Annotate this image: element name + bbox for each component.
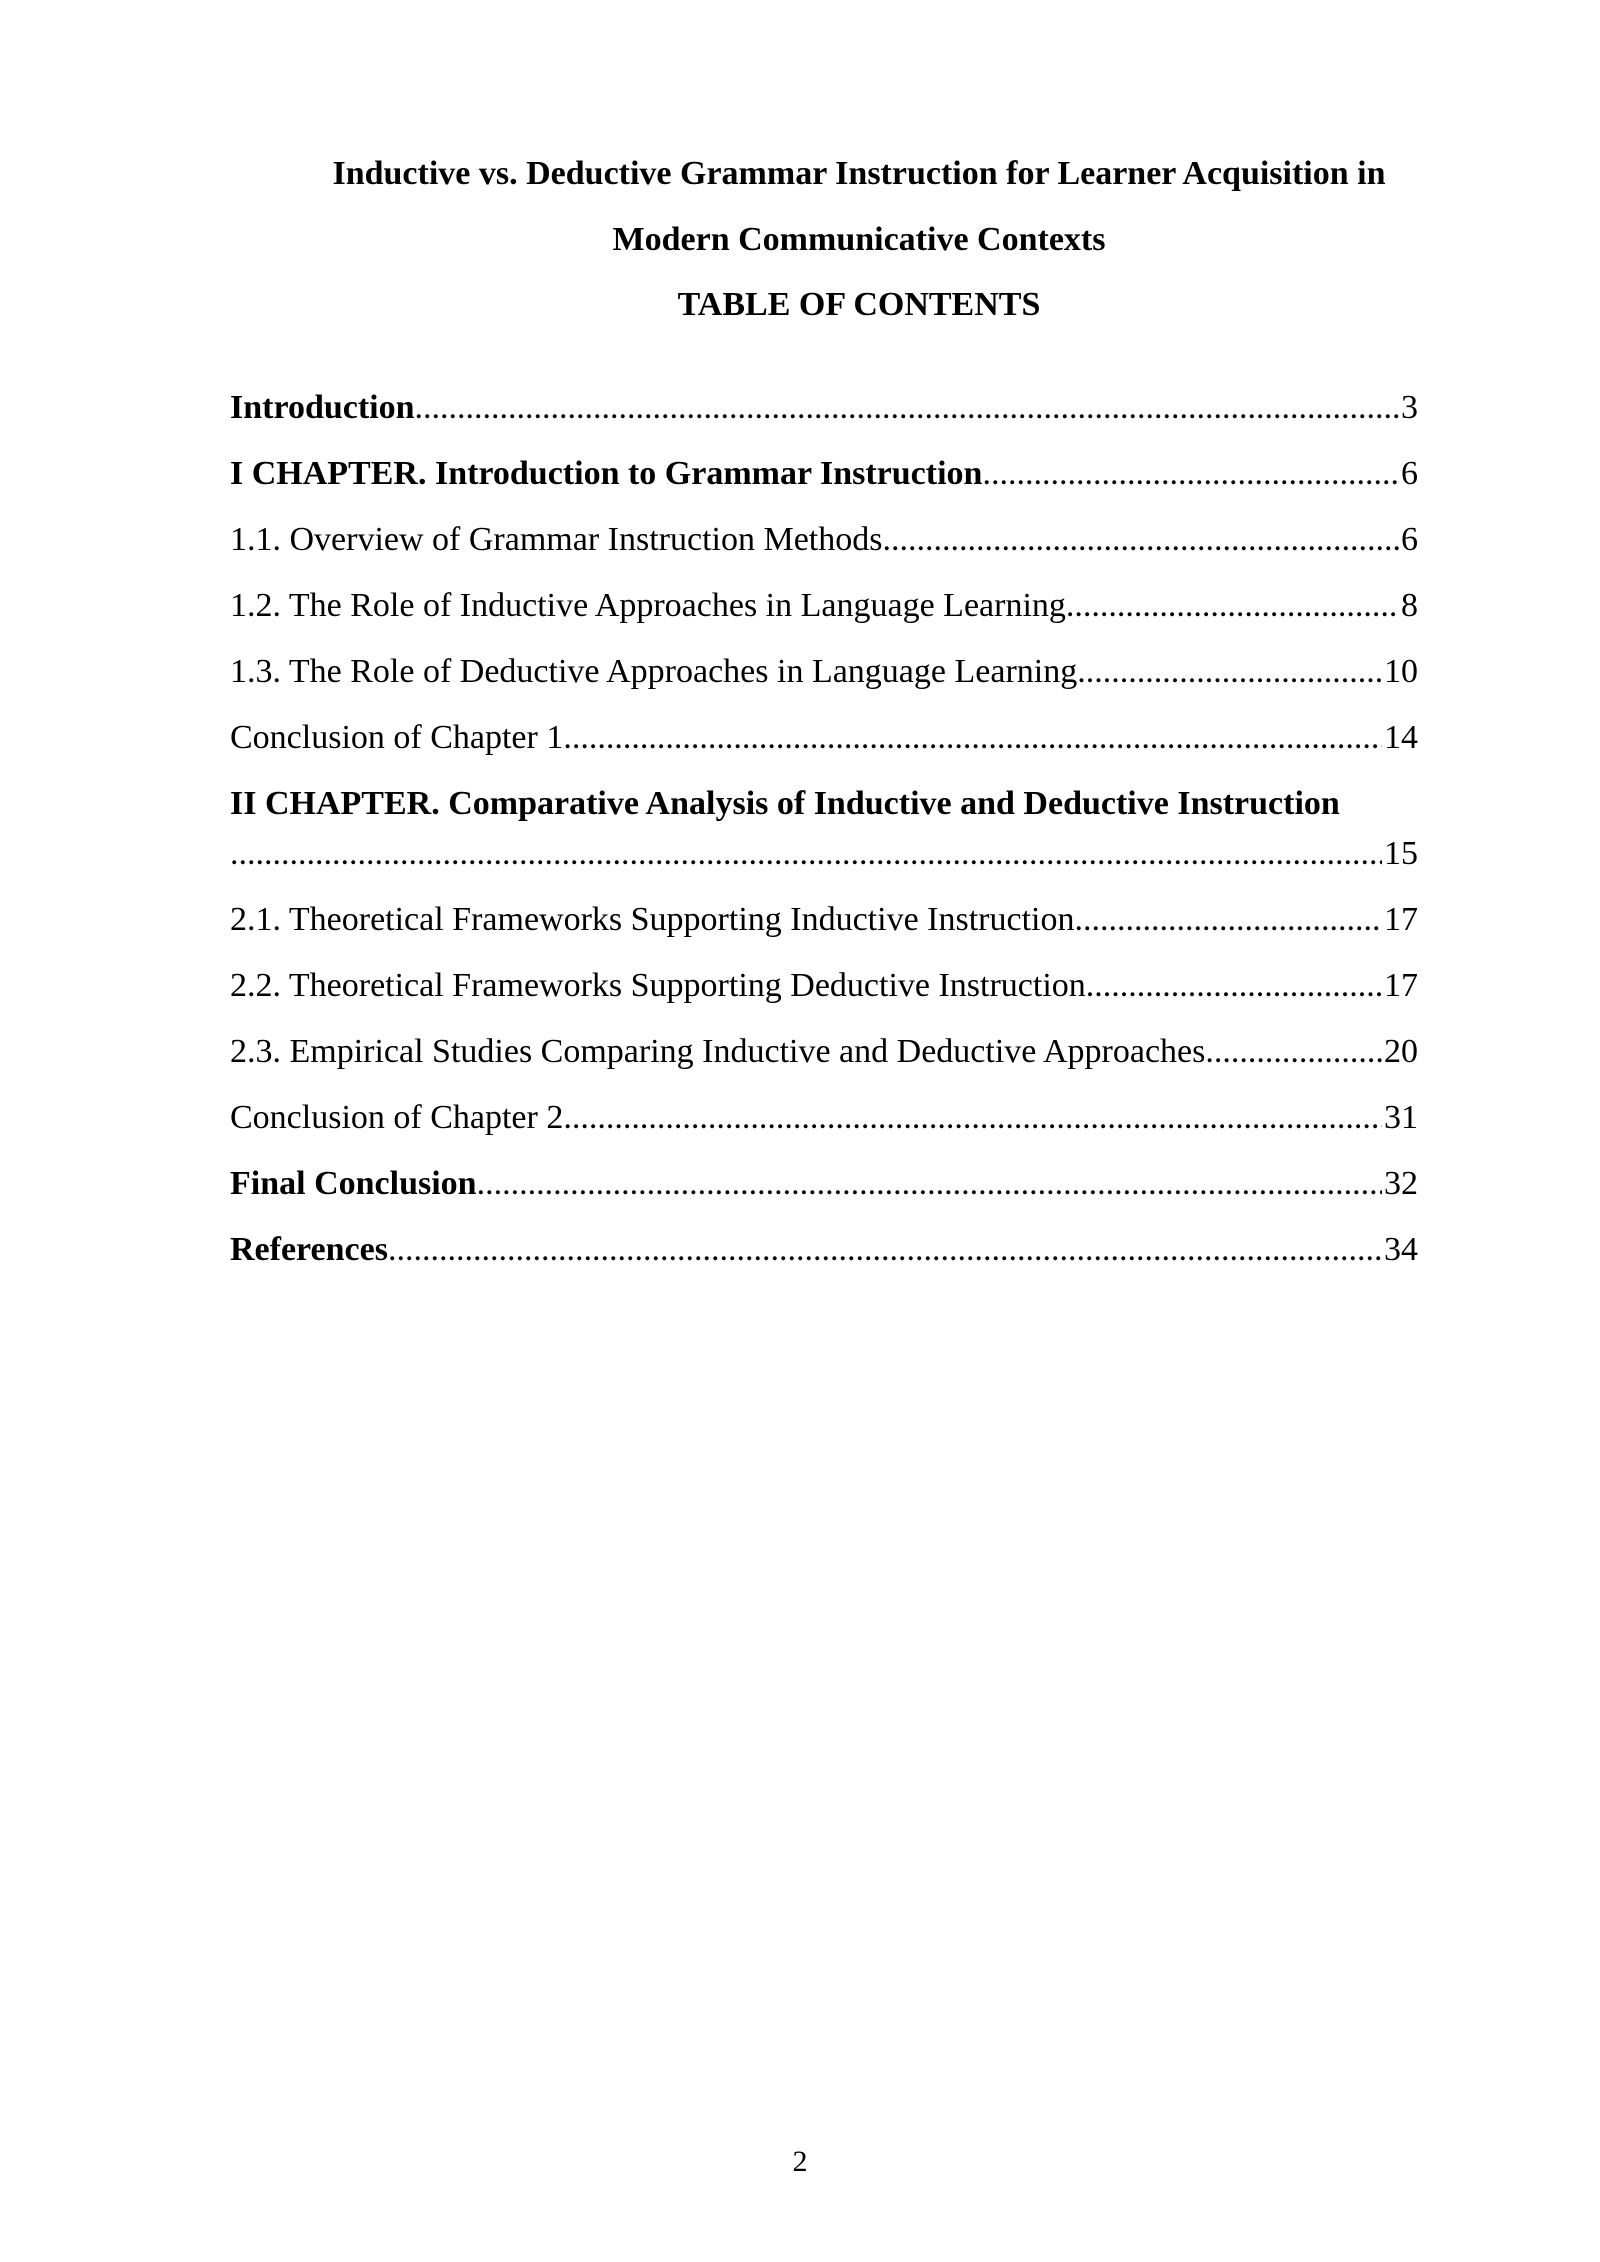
toc-entry-label: 2.2. Theoretical Frameworks Supporting Deductive Instruction — [230, 967, 1086, 1004]
toc-entry-page: 17 — [1384, 967, 1418, 1004]
toc-entry-page: 20 — [1384, 1033, 1418, 1070]
toc-entry-label: References — [230, 1231, 388, 1268]
toc-dot-leader — [477, 1159, 1382, 1209]
toc-entry-page: 6 — [1401, 521, 1418, 558]
toc-dot-leader — [1074, 895, 1382, 945]
toc-dot-leader — [563, 1093, 1382, 1143]
toc-dot-leader — [1205, 1027, 1382, 1077]
toc-entry-label: II CHAPTER. Comparative Analysis of Inductive and Deductive Instruction — [230, 785, 1340, 822]
toc-entry-conclusion-chapter-2[interactable] — [230, 1093, 1418, 1143]
toc-entry-page: 6 — [1401, 455, 1418, 492]
toc-dot-leader — [1077, 647, 1382, 697]
toc-entry-page: 34 — [1384, 1231, 1418, 1268]
toc-entry-label: I CHAPTER. Introduction to Grammar Instruction — [230, 455, 983, 492]
toc-dot-leader — [230, 829, 1382, 879]
toc-entry-label: Conclusion of Chapter 1 — [230, 719, 564, 756]
toc-entry-page: 10 — [1384, 653, 1418, 690]
toc-dot-leader — [415, 383, 1399, 433]
toc-entry-references[interactable] — [230, 1225, 1418, 1275]
toc-entry-label: 1.2. The Role of Inductive Approaches in Language Learning — [230, 587, 1066, 624]
toc-entry-label: 1.1. Overview of Grammar Instruction Methods — [230, 521, 883, 558]
toc-entry-page: 8 — [1401, 587, 1418, 624]
toc-dot-leader — [563, 713, 1382, 763]
toc-dot-leader — [388, 1225, 1382, 1275]
toc-entry-chapter-1[interactable] — [230, 449, 1418, 499]
toc-heading: TABLE OF CONTENTS — [677, 286, 1041, 323]
toc-entry-page: 17 — [1384, 901, 1418, 938]
toc-entry-section-1-2[interactable] — [230, 581, 1418, 631]
toc-entry-final-conclusion[interactable] — [230, 1159, 1418, 1209]
toc-entry-label: 1.3. The Role of Deductive Approaches in Language Learning — [230, 653, 1078, 690]
toc-entry-label: Final Conclusion — [230, 1165, 477, 1202]
toc-entry-section-1-3[interactable] — [230, 647, 1418, 697]
toc-entry-page: 32 — [1384, 1165, 1418, 1202]
toc-dot-leader — [1066, 581, 1399, 631]
toc-dot-leader — [882, 515, 1399, 565]
toc-entry-section-1-1[interactable] — [230, 515, 1418, 565]
toc-entry-page: 15 — [1384, 835, 1418, 872]
toc-entry-section-2-1[interactable] — [230, 895, 1418, 945]
toc-entry-section-2-2[interactable] — [230, 961, 1418, 1011]
toc-entry-continuation — [230, 829, 1418, 879]
toc-entry-introduction[interactable] — [230, 383, 1418, 433]
toc-dot-leader — [1086, 961, 1382, 1011]
page-number: 2 — [792, 2145, 808, 2178]
document-title-line-1: Inductive vs. Deductive Grammar Instruction for Learner Acquisition in — [332, 155, 1386, 192]
toc-entry-conclusion-chapter-1[interactable] — [230, 713, 1418, 763]
toc-entry-label: 2.1. Theoretical Frameworks Supporting Inductive Instruction — [230, 901, 1075, 938]
toc-entry-label: 2.3. Empirical Studies Comparing Inductive and Deductive Approaches — [230, 1033, 1206, 1070]
toc-entry-section-2-3[interactable] — [230, 1027, 1418, 1077]
toc-entry-page: 31 — [1384, 1099, 1418, 1136]
toc-entry-page: 3 — [1401, 389, 1418, 426]
toc-entry-label: Conclusion of Chapter 2 — [230, 1099, 564, 1136]
toc-dot-leader — [982, 449, 1399, 499]
toc-entry-label: Introduction — [230, 389, 415, 426]
document-title-line-2: Modern Communicative Contexts — [612, 221, 1106, 258]
toc-entry-page: 14 — [1384, 719, 1418, 756]
